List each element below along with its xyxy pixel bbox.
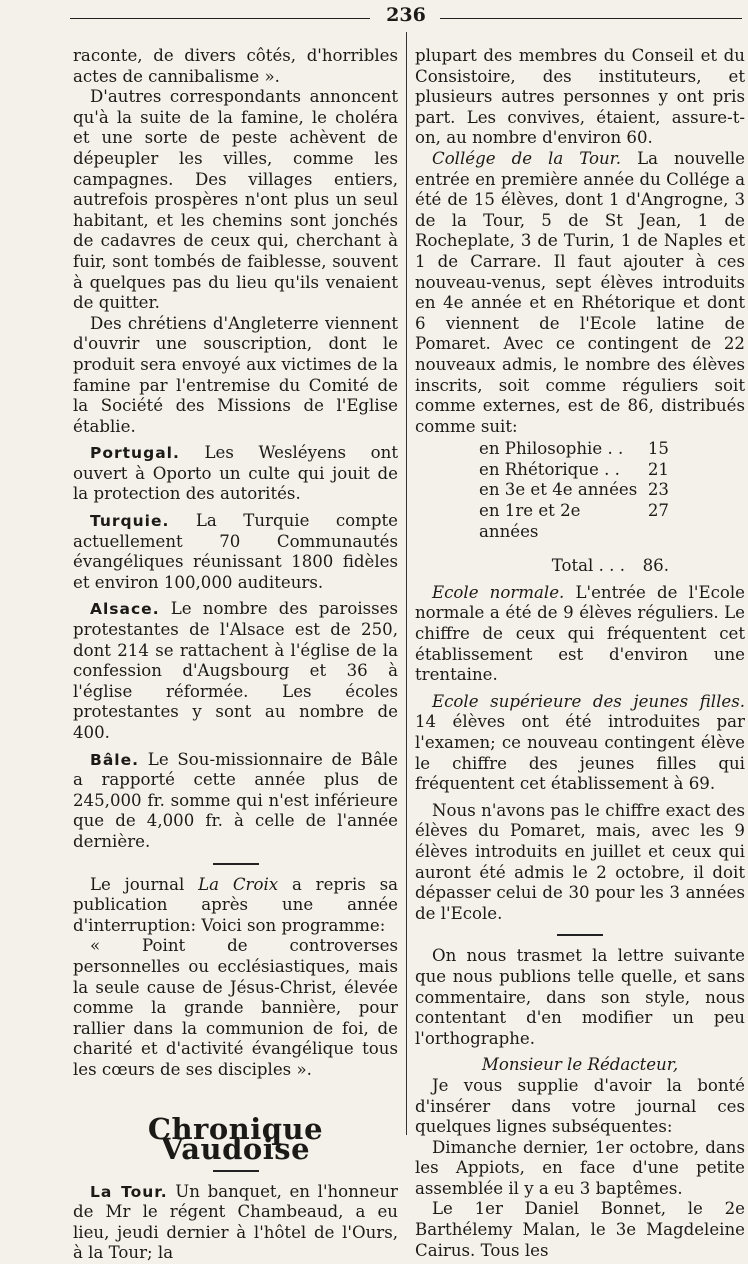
column-divider xyxy=(406,32,407,1135)
table-row: en 3e et 4e années 23 xyxy=(479,480,669,500)
header-rule-left xyxy=(70,18,370,19)
table-row: en Rhétorique . . 21 xyxy=(479,459,669,479)
separator-rule xyxy=(213,863,259,865)
section-title: Chronique Vaudoise xyxy=(147,1111,324,1167)
item-heading: Collége de la Tour. xyxy=(432,148,622,168)
news-text: 14 élèves ont été introduites par l'examen; ce nouveau contingent élève le chiffre des jeunes filles qui fréquentent cet établissement à 69. xyxy=(415,712,745,794)
page-header xyxy=(70,2,742,32)
news-item-la-croix: Le journal La Croix a repris sa publication après une année d'interruption: Voici son programme: xyxy=(73,874,398,935)
news-text: Un banquet, en l'honneur de Mr le régent Chambeaud, a eu lieu, jeudi dernier à l'hôtel de l'Ours, à la Tour; la xyxy=(73,1181,398,1263)
letter-paragraph: Je vous supplie d'avoir la bonté d'insérer dans votre journal ces quelques lignes subséquentes: xyxy=(415,1075,745,1137)
article-paragraph: Nous n'avons pas le chiffre exact des élèves du Pomaret, mais, avec les 9 élèves introduits en juillet et ceux qui auront été admis le 2 octobre, il doit dépasser celui de 30 pour les 3 années de l'Ecole. xyxy=(415,800,745,923)
news-item-college xyxy=(415,149,745,437)
item-heading: Ecole normale. xyxy=(432,582,565,602)
journal-title: La Croix xyxy=(198,874,279,894)
article-paragraph: plupart des membres du Conseil et du Consistoire, des instituteurs, et plusieurs autres personnes y ont pris part. Les convives, étaient, assure-t-on, au nombre d'environ 60. xyxy=(415,46,745,148)
article-paragraph: On nous trasmet la lettre suivante que nous publions telle quelle, et sans commentaire, dans son style, nous contentant d'en modifier un peu l'orthographe. xyxy=(415,946,745,1048)
item-heading: Ecole supérieure des jeunes filles. xyxy=(432,691,745,711)
article-paragraph: raconte, de divers côtés, d'horribles actes de cannibalisme ». xyxy=(73,46,398,86)
place-heading: Turquie. xyxy=(90,512,170,531)
right-column xyxy=(415,46,745,1261)
news-text: L'entrée de l'Ecole normale a été de 9 élèves réguliers. Le chiffre de ceux qui fréquentent cet établissement est d'environ une trentaine. xyxy=(415,582,745,685)
separator-rule xyxy=(213,1170,259,1172)
separator-rule xyxy=(557,934,603,936)
place-heading: Alsace. xyxy=(90,600,160,619)
news-item-jeunes-filles xyxy=(415,692,745,795)
news-item-ecole-normale xyxy=(415,583,745,686)
news-item-alsace xyxy=(73,599,398,743)
left-column xyxy=(73,46,398,1264)
header-rule-right xyxy=(440,18,742,19)
news-text: Le nombre des paroisses protestantes de l'Alsace est de 250, dont 214 se rattachent à l'église de la confession d'Augsbourg et 36 à l'église réformée. Les écoles protestantes y sont au nombre de 400. xyxy=(73,599,398,742)
article-paragraph: Des chrétiens d'Angleterre viennent d'ouvrir une souscription, dont le produit sera envoyé aux victimes de la famine par l'entremise du Comité de la Société des Missions de l'Eglise établie. xyxy=(73,313,398,436)
place-heading: Bâle. xyxy=(90,750,139,769)
news-text: Le Sou-missionnaire de Bâle a rapporté cette année plus de 245,000 fr. somme qui n'est inférieure que de 4,000 fr. à celle de l'année dernière. xyxy=(73,749,399,851)
table-row: en Philosophie . . 15 xyxy=(479,439,669,459)
news-item-bale xyxy=(73,750,398,853)
table-row: en 1re et 2e années 27 xyxy=(479,501,669,541)
news-text: Les Wesléyens ont ouvert à Oporto un culte qui jouit de la protection des autorités. xyxy=(73,443,398,504)
letter-salutation: Monsieur le Rédacteur, xyxy=(481,1055,679,1075)
news-text: La nouvelle entrée en première année du Collége a été de 15 élèves, dont 1 d'Angrogne, 3 de la Tour, 5 de St Jean, 1 de Rocheplate, 3 de Turin, 1 de Naples et 1 de Carrare. Il faut ajouter à ces nouveau-venus, sept élèves introduits en 4e année et en Rhétorique et dont 6 viennent de l'Ecole latine de Pomaret. Avec ce contingent de 22 nouveaux admis, le nombre des élèves inscrits, soit comme réguliers soit comme externes, est de 86, distribués comme suit: xyxy=(415,148,746,436)
news-text: La Turquie compte actuellement 70 Communautés évangéliques réunissant 1800 fidèles et environ 100,000 auditeurs. xyxy=(73,511,399,592)
news-item-turquie xyxy=(73,511,398,593)
place-heading: La Tour. xyxy=(90,1182,168,1201)
letter-paragraph: Dimanche dernier, 1er octobre, dans les Appiots, en face d'une petite assemblée il y a eu 3 baptêmes. xyxy=(415,1137,745,1198)
place-heading: Portugal. xyxy=(90,444,180,463)
page-number: 236 xyxy=(386,4,426,26)
program-quote: « Point de controverses personnelles ou ecclésiastiques, mais la seule cause de Jésus-Christ, élevée comme la grande bannière, pour rallier dans la communion de foi, de charité et d'activité évangélique tous les cœurs de ses disciples ». xyxy=(73,936,398,1079)
enrollment-table xyxy=(479,439,745,577)
news-item-portugal xyxy=(73,443,398,505)
table-total-row: Total . . . 86. xyxy=(551,556,669,576)
news-item-la-tour xyxy=(73,1182,398,1264)
letter-paragraph: Le 1er Daniel Bonnet, le 2e Barthélemy Malan, le 3e Magdeleine Cairus. Tous les xyxy=(415,1199,745,1260)
article-paragraph: D'autres correspondants annoncent qu'à la suite de la famine, le choléra et une sorte de peste achèvent de dépeupler les villes, comme les campagnes. Des villages entiers, autrefois prospères n'ont plus un seul habitant, et les chemins sont jonchés de cadavres de ceux qui, cherchant à fuir, sont tombés de faiblesse, souvent à quelques pas du lieu qu'ils venaient de quitter. xyxy=(73,87,398,313)
